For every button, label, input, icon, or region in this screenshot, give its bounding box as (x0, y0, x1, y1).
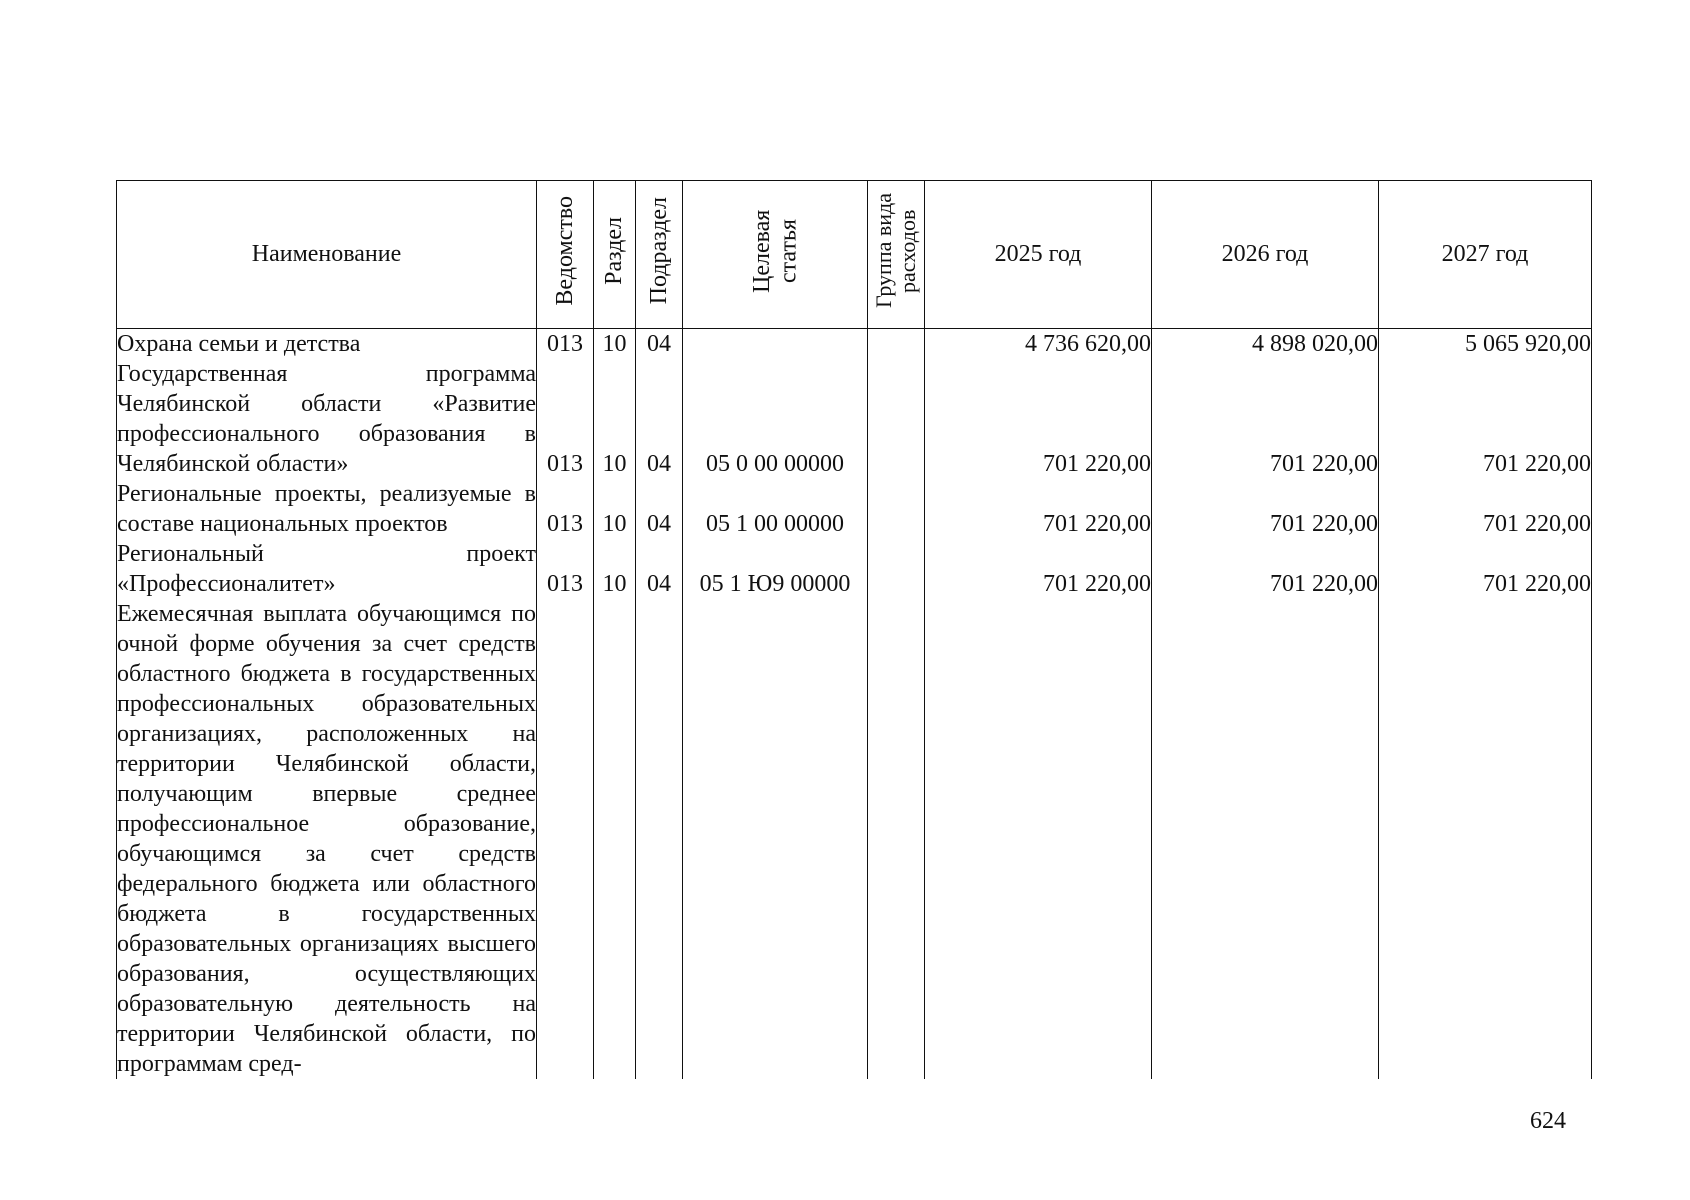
row-2027: 701 220,00 (1379, 479, 1592, 539)
header-subsection: Подраздел (636, 181, 683, 329)
row-subsection (636, 599, 683, 1079)
row-2025: 701 220,00 (925, 359, 1152, 479)
row-target-article (683, 599, 868, 1079)
header-2026: 2026 год (1152, 181, 1379, 329)
row-expense-group (868, 599, 925, 1079)
row-2025 (925, 599, 1152, 1079)
header-target-article: Целевая статья (683, 181, 868, 329)
row-department: 013 (537, 539, 594, 599)
row-name: Государственная программа Челябинской области «Развитие профессионального образования в Челябинской области» (117, 361, 536, 477)
row-subsection: 04 (636, 479, 683, 539)
row-department: 013 (537, 329, 594, 360)
row-target-article: 05 1 00 00000 (683, 479, 868, 539)
table-row (117, 479, 1592, 539)
budget-table (116, 180, 1592, 1079)
row-target-article: 05 1 Ю9 00000 (683, 539, 868, 599)
row-2026 (1152, 599, 1379, 1079)
row-department: 013 (537, 359, 594, 479)
row-expense-group (868, 479, 925, 539)
row-2025: 701 220,00 (925, 479, 1152, 539)
header-row (117, 181, 1592, 329)
row-2025: 4 736 620,00 (925, 329, 1152, 360)
table-row (117, 329, 1592, 360)
row-target-article: 05 0 00 00000 (683, 359, 868, 479)
row-section: 10 (594, 479, 636, 539)
header-expense-group: Группа вида расходов (868, 181, 925, 329)
row-name: Региональные проекты, реализуемые в составе национальных проектов (117, 481, 536, 537)
row-name: Региональный проект «Профессионалитет» (117, 541, 536, 597)
row-department: 013 (537, 479, 594, 539)
row-subsection: 04 (636, 329, 683, 360)
header-2025: 2025 год (925, 181, 1152, 329)
row-section: 10 (594, 329, 636, 360)
row-2027: 701 220,00 (1379, 359, 1592, 479)
row-department (537, 599, 594, 1079)
header-name: Наименование (117, 181, 537, 329)
row-2027: 5 065 920,00 (1379, 329, 1592, 360)
header-section: Раздел (594, 181, 636, 329)
row-2027: 701 220,00 (1379, 539, 1592, 599)
row-2026: 4 898 020,00 (1152, 329, 1379, 360)
row-expense-group (868, 359, 925, 479)
row-2027 (1379, 599, 1592, 1079)
row-name: Охрана семьи и детства (117, 329, 537, 360)
row-subsection: 04 (636, 359, 683, 479)
row-expense-group (868, 539, 925, 599)
page-number: 624 (1530, 1108, 1566, 1134)
table-row (117, 539, 1592, 599)
row-2026: 701 220,00 (1152, 539, 1379, 599)
header-department: Ведомство (537, 181, 594, 329)
header-2027: 2027 год (1379, 181, 1592, 329)
row-expense-group (868, 329, 925, 360)
row-name: Ежемесячная выплата обучающимся по очной форме обучения за счет средств областного бюджета в государственных профессиональных образовательных организациях, расположенных на территории Челябинской области, получающим впервые среднее профессиональное образование, обучающимся за счет средств федерального бюджета или областного бюджета в государственных образовательных организациях высшего образования, осуществляющих образовательную деятельность на территории Челябинской области, по программам сред- (117, 601, 536, 1077)
row-2025: 701 220,00 (925, 539, 1152, 599)
row-section: 10 (594, 359, 636, 479)
table-row (117, 359, 1592, 479)
row-2026: 701 220,00 (1152, 359, 1379, 479)
row-target-article (683, 329, 868, 360)
row-section (594, 599, 636, 1079)
row-subsection: 04 (636, 539, 683, 599)
table-row (117, 599, 1592, 1079)
row-2026: 701 220,00 (1152, 479, 1379, 539)
row-section: 10 (594, 539, 636, 599)
